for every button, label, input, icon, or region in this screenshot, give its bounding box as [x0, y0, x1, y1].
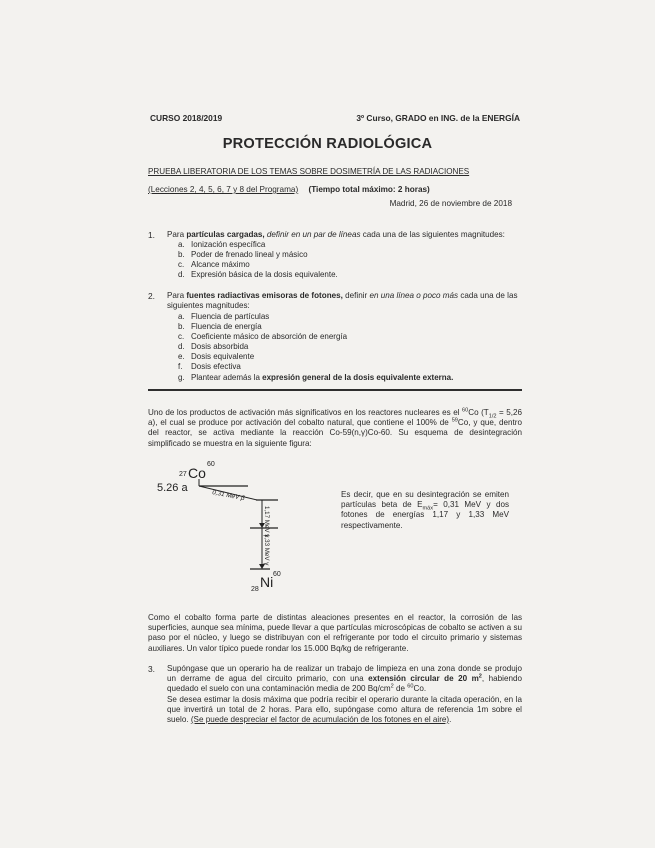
item-text: Expresión básica de la dosis equivalente.: [191, 270, 338, 280]
degree-label: 3º Curso, GRADO en ING. de la ENERGÍA: [356, 113, 520, 123]
list-item: [178, 342, 453, 352]
q3-sup60: 60: [407, 683, 414, 690]
list-item: [178, 352, 453, 362]
item-letter: c.: [178, 260, 185, 270]
side-note: [341, 490, 509, 531]
q2-post: cada una de las siguientes magnitudes:: [167, 291, 518, 311]
item-text: Alcance máximo: [191, 260, 250, 270]
item-text: Fluencia de energía: [191, 322, 262, 332]
exam-lessons-row: [148, 185, 430, 194]
q2-pre: Para: [167, 291, 187, 300]
item-letter: b.: [178, 250, 185, 260]
item-text: Fluencia de partículas: [191, 312, 270, 321]
exam-lessons: (Lecciones 2, 4, 5, 6, 7 y 8 del Programa): [148, 185, 299, 194]
q3-bold-sup: 2: [478, 673, 482, 680]
parent-a: 60: [207, 461, 215, 468]
q3-number: 3.: [148, 664, 155, 674]
q2-list: [178, 312, 453, 383]
q1-italic: en un par de líneas: [291, 230, 361, 239]
item-letter: e.: [178, 352, 185, 362]
item-letter: c.: [178, 332, 185, 342]
item-text: Dosis efectiva: [191, 362, 241, 372]
q1-statement: [167, 230, 522, 240]
list-item: [178, 332, 453, 342]
exam-name: PRUEBA LIBERATORIA DE LOS TEMAS SOBRE DOSIMETRÍA DE LAS RADIACIONES: [148, 167, 470, 176]
corrosion-paragraph: Como el cobalto forma parte de distintas aleaciones presentes en el reactor, la corrosión de las superficies, aunque sea mínima, puede llevar a que partículas microscópicas de cobalto se activen a su paso por el núcleo, y luego se distribuyan con el refrigerante por todo el circuito primario y sistemas auxiliares. Un valor típico puede rondar los 15.000 Bq/kg de refrigerante.: [148, 613, 522, 653]
q1-pre: Para: [167, 230, 187, 239]
exam-time: (Tiempo total máximo: 2 horas): [308, 185, 430, 194]
q2-statement: [167, 291, 522, 312]
course-label: CURSO 2018/2019: [150, 113, 223, 123]
side-note-t1: Es decir, que en su desintegración se emiten partículas beta de E: [341, 490, 509, 510]
daughter-symbol: Ni: [260, 574, 274, 590]
intro-p2: Co (T: [468, 408, 489, 417]
item-letter: b.: [178, 322, 185, 332]
parent-z: 27: [179, 471, 187, 478]
item-letter: g.: [178, 372, 185, 382]
item-letter: f.: [178, 362, 183, 372]
item-letter: a.: [178, 240, 185, 249]
gamma2-label: 1,33 MeV γ: [263, 534, 270, 566]
place-date: Madrid, 26 de noviembre de 2018: [389, 199, 512, 208]
list-item: [178, 260, 338, 270]
daughter-z: 28: [251, 586, 259, 593]
intro-sup59: 59: [451, 417, 458, 424]
q3-statement: [167, 664, 522, 725]
item-letter: d.: [178, 270, 185, 280]
q1-mid: definir: [264, 230, 292, 239]
list-item: [178, 322, 453, 332]
list-item: [178, 270, 338, 280]
q2-last-bold: expresión general de la dosis equivalente externa.: [262, 372, 454, 382]
list-item: [178, 240, 338, 250]
q1-list: [178, 240, 338, 280]
list-item: [178, 373, 453, 383]
half-life-label: 5.26 a: [157, 482, 188, 494]
intro-sup60: 60: [462, 407, 469, 414]
q2-last-pre: Plantear además la: [191, 372, 263, 382]
q3-bold-extension: [368, 674, 482, 683]
item-letter: a.: [178, 312, 185, 321]
list-item: [178, 312, 453, 322]
intro-half: 1/2: [488, 413, 497, 420]
item-text: Ionización específica: [191, 240, 266, 249]
side-note-emax: máx: [422, 505, 434, 512]
q2-italic: en una línea o poco más: [369, 291, 459, 300]
intro-paragraph: [148, 408, 522, 449]
section-divider: [148, 389, 522, 391]
item-text: Dosis equivalente: [191, 352, 255, 362]
q3-t3: de: [393, 684, 408, 694]
q3-t4: Co.: [413, 684, 427, 694]
q3-t1: Supóngase que un operario ha de realizar un trabajo de limpieza en una zona donde se produjo un derrame de agua del circuito primario, con una: [167, 664, 522, 684]
q3-t5: Se desea estimar la dosis máxima que podría recibir el operario durante la citada operación, en la que invertirá un total de 2 horas. Para ello, supóngase como altura de referencia 1m sobre el suelo.: [167, 694, 522, 725]
intro-p3: = 5,26 a), el cual se produce por activación del cobalto natural, que contiene el 100% de: [148, 408, 523, 428]
item-text: [191, 373, 453, 383]
q3-t6: .: [449, 715, 452, 725]
q3-sup2: 2: [390, 683, 394, 690]
intro-p1: Uno de los productos de activación más significativos en los reactores nucleares es el: [148, 408, 462, 417]
list-item: [178, 250, 338, 260]
item-text: Coeficiente másico de absorción de energía: [191, 332, 348, 342]
beta-label: 0,31 MeV β: [211, 489, 246, 503]
q1-post: cada una de las siguientes magnitudes:: [360, 230, 505, 239]
daughter-a: 60: [273, 571, 281, 578]
parent-symbol: Co: [188, 465, 206, 481]
q2-bold: fuentes radiactivas emisoras de fotones,: [186, 291, 343, 300]
q2-mid: definir: [342, 291, 370, 300]
q3-underlined-note: (Se puede despreciar el factor de acumulación de los fotones en el aire): [190, 715, 450, 725]
q3-bold: extensión circular de 20 m: [368, 674, 479, 684]
gamma1-label: 1,17 MeV γ: [263, 506, 270, 538]
list-item: [178, 362, 453, 372]
q3-t2: , habiendo quedado el suelo con una contaminación media de 200 Bq/cm: [167, 674, 522, 694]
page-title: PROTECCIÓN RADIOLÓGICA: [222, 136, 433, 152]
item-text: Dosis absorbida: [191, 342, 249, 352]
q1-number: 1.: [148, 230, 155, 240]
side-note-t2: = 0,31 MeV y dos fotones de energías 1,17 y 1,33 MeV respectivamente.: [341, 500, 509, 530]
item-letter: d.: [178, 342, 185, 352]
item-text: Poder de frenado lineal y másico: [191, 250, 308, 260]
intro-p4: Co, y que, dentro del reactor, se activa mediante la reacción Co-59(n,γ)Co-60. Su esquema de desintegración simplificado se muestra en la siguiente figura:: [148, 418, 522, 448]
decay-scheme-diagram: [148, 450, 308, 598]
q2-number: 2.: [148, 291, 155, 301]
q1-bold: partículas cargadas,: [186, 230, 265, 239]
